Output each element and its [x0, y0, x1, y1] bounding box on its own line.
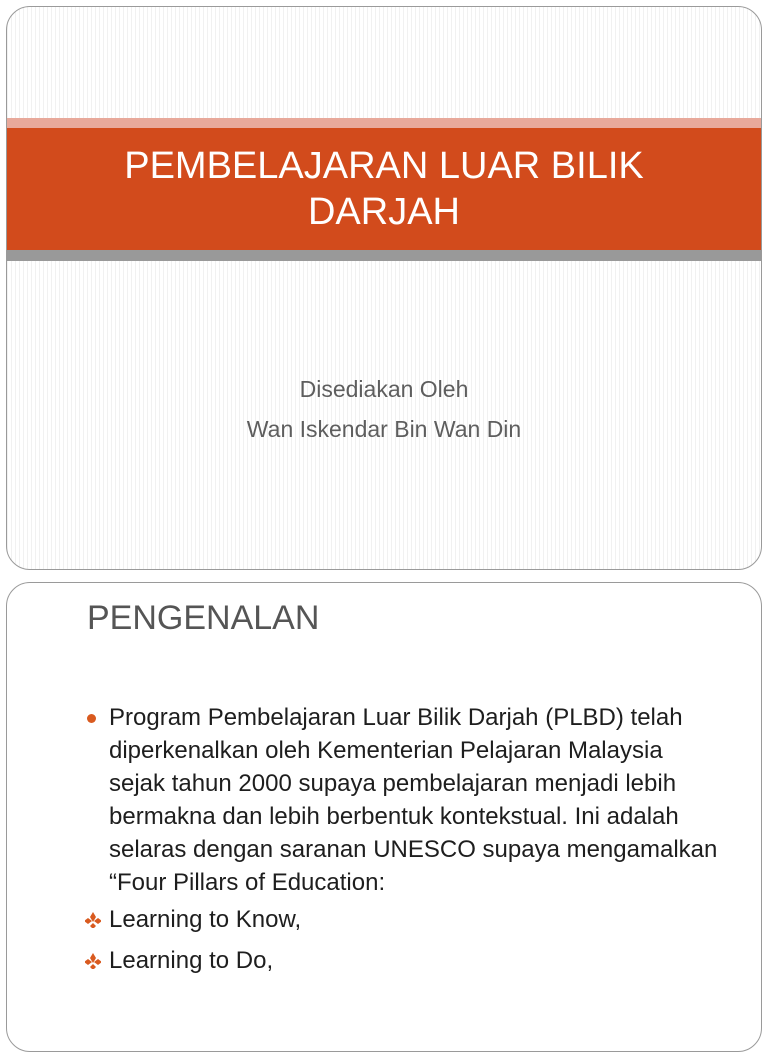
- diamond-bullet-icon: [85, 912, 101, 928]
- list-item: [85, 944, 725, 977]
- sub-item-text: Learning to Know,: [109, 906, 302, 933]
- subtitle-prepared-by: Disediakan Oleh: [299, 376, 469, 402]
- subtitle-author: Wan Iskendar Bin Wan Din: [246, 416, 522, 442]
- list-item: [85, 903, 725, 936]
- bullet-text: Program Pembelajaran Luar Bilik Darjah (PLBD) telah diperkenalkan oleh Kementerian Pelajaran Malaysia sejak tahun 2000 supaya pembelajaran menjadi lebih bermakna dan lebih berbentuk kontekstual. Ini adalah selaras dengan saranan UNESCO supaya mengamalkan “Four Pillars of Education:: [109, 704, 718, 896]
- sub-item-text: Learning to Do,: [109, 947, 274, 974]
- section-heading: PENGENALAN: [87, 599, 320, 637]
- bullet-list: [85, 701, 725, 977]
- title-top-stripe: [7, 118, 761, 128]
- diamond-bullet-icon: [85, 953, 101, 969]
- list-item: [85, 701, 725, 899]
- title-slide: [6, 6, 762, 570]
- intro-slide: [6, 582, 762, 1052]
- title-bottom-stripe: [7, 250, 761, 261]
- orange-dot-icon: [87, 714, 96, 723]
- title-band: [7, 128, 761, 250]
- slide-subtitle: [7, 369, 761, 449]
- slide-title: PEMBELAJARAN LUAR BILIK DARJAH: [124, 145, 644, 233]
